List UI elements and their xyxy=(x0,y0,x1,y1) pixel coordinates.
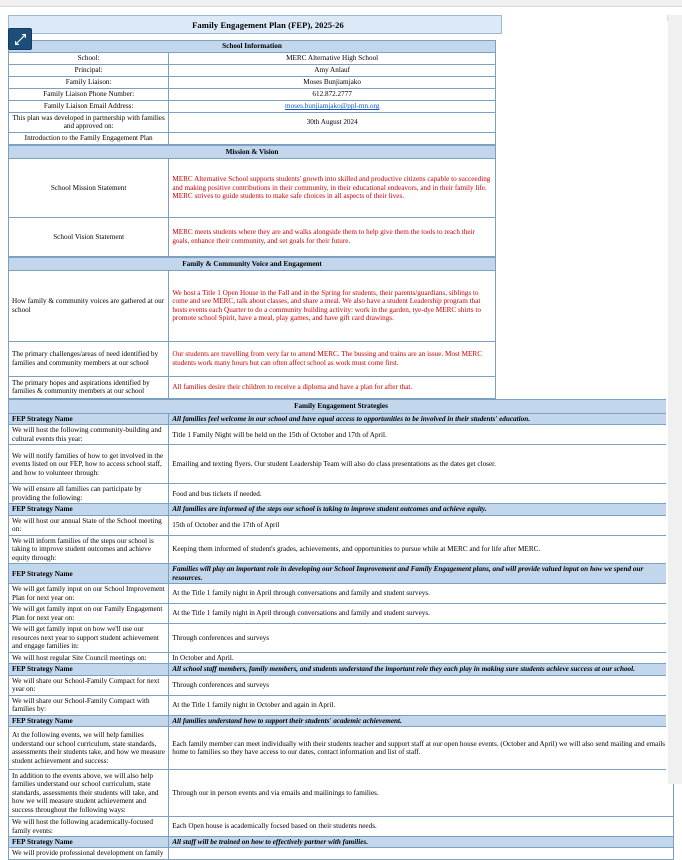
answer-cell: Each family member can meet individually with their students teacher and support staff at our open house events. (October and April) we will also send mailing and emails home to families so they have access to our dates, contact information and list of staff. xyxy=(169,727,674,770)
row-value: Moses Bunjiamjako xyxy=(169,77,496,89)
table-row xyxy=(9,848,674,859)
question-cell: We will share our School-Family Compact with families by: xyxy=(9,695,169,715)
strategy-header-row xyxy=(9,413,674,424)
question-cell: We will inform families of the steps our school is taking to improve student outcomes and achieve equity through: xyxy=(9,535,169,563)
page-title xyxy=(8,15,502,34)
question-cell: We will provide professional development on family xyxy=(9,848,169,859)
table-row xyxy=(9,445,674,484)
strategy-header-row xyxy=(9,564,674,584)
question-cell: We will host regular Site Council meetings on: xyxy=(9,652,169,663)
answer-cell: At the Title 1 family night in April through conversations and family and student surveys. xyxy=(169,584,674,604)
mission-vision-heading: Mission & Vision xyxy=(9,145,496,158)
strategy-value: All families are informed of the steps our school is taking to improve student outcomes and achieve equity. xyxy=(169,504,674,515)
school-mission-statement: MERC Alternative School supports students' growth into skilled and productive citizens capable to succeeding and making positive contributions in their community, in their educational endeavors, and in their family life. MERC strives to guide students to make safe choices in all aspects of their lives. xyxy=(169,158,496,217)
window-top-strip xyxy=(0,0,682,7)
row-value xyxy=(169,132,496,144)
question-cell: We will host our annual State of the School meeting on: xyxy=(9,515,169,535)
school-information-table xyxy=(8,40,496,145)
strategy-label: FEP Strategy Name xyxy=(9,564,169,584)
answer-cell: Each Open house is academically focsed based on their students needs. xyxy=(169,817,674,837)
table-section-header xyxy=(9,41,496,53)
strategy-header-row xyxy=(9,836,674,847)
school-information-heading: School Information xyxy=(9,41,496,53)
table-section-header xyxy=(9,257,496,270)
table-section-header xyxy=(9,145,496,158)
table-row xyxy=(9,604,674,624)
table-row xyxy=(9,217,496,256)
table-row xyxy=(9,270,496,341)
answer-cell: At the Title 1 family night in April through conversations and family and student surveys. xyxy=(169,604,674,624)
question-cell: We will get family input on how we'll use our resources next year to support student achievement and engage families in: xyxy=(9,624,169,652)
row-label: Family Liaison Email Address: xyxy=(9,101,169,113)
table-row xyxy=(9,101,496,113)
answer-cell: In October and April. xyxy=(169,652,674,663)
table-row xyxy=(9,515,674,535)
row-label: School: xyxy=(9,53,169,65)
question-cell: We will host the following community-building and cultural events this year: xyxy=(9,425,169,445)
question-cell: We will ensure all families can participate by providing the following: xyxy=(9,484,169,504)
table-row xyxy=(9,675,674,695)
strategy-label: FEP Strategy Name xyxy=(9,504,169,515)
row-value: MERC Alternative High School xyxy=(169,53,496,65)
row-value: We host a Title 1 Open House in the Fall and in the Spring for students, their parents/guardians, siblings to come and see MERC, talk about classes, and share a meal. We also have a student Leadership program that hosts events each Quarter to do a community building activity: work in the garden, tye-dye MERC shirts to promote school Spirit, have a meal, play games, and have gift card drawings. xyxy=(169,270,496,341)
row-label: School Mission Statement xyxy=(9,158,169,217)
strategy-header-row xyxy=(9,504,674,515)
row-label: The primary challenges/areas of need identified by families and community members at our school xyxy=(9,341,169,376)
scrollbar-track[interactable] xyxy=(666,21,668,784)
question-cell: We will get family input on our School Improvement Plan for next year on: xyxy=(9,584,169,604)
table-row xyxy=(9,77,496,89)
answer-cell: 15th of October and the 17th of April xyxy=(169,515,674,535)
answer-cell: Emailing and texting flyers. Our student Leadership Team will also do class presentations as the dates get closer. xyxy=(169,445,674,484)
question-cell: We will notify families of how to get involved in the events listed on our FEP, how to access school staff, and how to volunteer through: xyxy=(9,445,169,484)
answer-cell xyxy=(169,848,674,859)
table-row xyxy=(9,535,674,563)
table-row xyxy=(9,65,496,77)
table-row xyxy=(9,695,674,715)
table-row xyxy=(9,727,674,770)
mission-vision-table xyxy=(8,145,496,257)
table-row xyxy=(9,89,496,101)
strategy-label: FEP Strategy Name xyxy=(9,664,169,675)
row-value: All families desire their children to receive a diploma and have a plan for after that. xyxy=(169,376,496,398)
table-row xyxy=(9,770,674,817)
strategy-value: All families feel welcome in our school and have equal access to opportunities to be involved in their students' education. xyxy=(169,413,674,424)
table-row xyxy=(9,341,496,376)
row-label: The primary hopes and aspirations identified by families & community members at our school xyxy=(9,376,169,398)
row-value: 30th August 2024 xyxy=(169,113,496,133)
strategy-label: FEP Strategy Name xyxy=(9,715,169,726)
strategy-header-row xyxy=(9,664,674,675)
school-vision-statement: MERC meets students where they are and walks alongside them to help give them the tools to reach their goals, enhance their community, and set goals for their future. xyxy=(169,217,496,256)
strategies-heading: Family Engagement Strategies xyxy=(9,399,674,413)
page-title-text: Family Engagement Plan (FEP), 2025-26 xyxy=(192,19,344,30)
family-community-heading: Family & Community Voice and Engagement xyxy=(9,257,496,270)
row-label: This plan was developed in partnership with families and approved on: xyxy=(9,113,169,133)
answer-cell: Through conferences and surveys xyxy=(169,675,674,695)
table-row xyxy=(9,652,674,663)
strategy-label: FEP Strategy Name xyxy=(9,836,169,847)
question-cell: We will share our School-Family Compact for next year on: xyxy=(9,675,169,695)
table-row xyxy=(9,113,496,133)
strategy-value: Families will play an important role in developing our School Improvement and Family Engagement plans, and will provide valued input on how we spend our resources. xyxy=(169,564,674,584)
row-label: Principal: xyxy=(9,65,169,77)
answer-cell: Food and bus tickets if needed. xyxy=(169,484,674,504)
answer-cell: At the Title 1 family night in October and again in April. xyxy=(169,695,674,715)
question-cell: At the following events, we will help families understand our school curriculum, state standards, assessments their students take, and how we measure student achievement and success: xyxy=(9,727,169,770)
strategy-header-row xyxy=(9,715,674,726)
family-liaison-email-link[interactable]: moses.bunjiamjako@ppl-mn.org xyxy=(169,101,496,113)
document-body xyxy=(0,15,682,860)
table-row xyxy=(9,376,496,398)
question-cell: We will get family input on our Family Engagement Plan for next year on: xyxy=(9,604,169,624)
table-row xyxy=(9,425,674,445)
table-row xyxy=(9,584,674,604)
answer-cell: Title 1 Family Night will be held on the 15th of October and 17th of April. xyxy=(169,425,674,445)
question-cell: In addition to the events above, we will also help families understand our school curriculum, state standards, assessments their students will take, and how we will measure student achievement and success throughout the following ways: xyxy=(9,770,169,817)
table-row xyxy=(9,817,674,837)
expand-arrows-icon[interactable] xyxy=(8,28,32,50)
table-row xyxy=(9,158,496,217)
question-cell: We will host the following academically-focused family events: xyxy=(9,817,169,837)
row-label: School Vision Statement xyxy=(9,217,169,256)
row-label: Family Liaison: xyxy=(9,77,169,89)
row-value: 612.872.2777 xyxy=(169,89,496,101)
row-label: How family & community voices are gathered at our school xyxy=(9,270,169,341)
row-value: Our students are travelling from very far to attend MERC. The bussing and trains are an issue. Most MERC students work many hours but can often affect school as work must come first. xyxy=(169,341,496,376)
strategy-value: All families understand how to support their students' academic achievement. xyxy=(169,715,674,726)
window-right-edge xyxy=(667,15,682,784)
answer-cell: Through conferences and surveys xyxy=(169,624,674,652)
table-row xyxy=(9,53,496,65)
strategy-label: FEP Strategy Name xyxy=(9,413,169,424)
table-row xyxy=(9,624,674,652)
row-label: Introduction to the Family Engagement Plan xyxy=(9,132,169,144)
row-label: Family Liaison Phone Number: xyxy=(9,89,169,101)
table-row xyxy=(9,484,674,504)
table-section-header xyxy=(9,399,674,413)
table-row xyxy=(9,132,496,144)
strategy-value: All staff will be trained on how to effectively partner with families. xyxy=(169,836,674,847)
answer-cell: Keeping them informed of student's grades, achievements, and opportunities to pursue while at MERC and for life after MERC. xyxy=(169,535,674,563)
row-value: Amy Anlauf xyxy=(169,65,496,77)
strategy-value: All school staff members, family members, and students understand the important role they each play in making sure students achieve success at our school. xyxy=(169,664,674,675)
answer-cell: Through our in person events and via emails and mailinings to families. xyxy=(169,770,674,817)
family-community-voice-table xyxy=(8,257,496,399)
family-engagement-strategies-table xyxy=(8,399,674,860)
